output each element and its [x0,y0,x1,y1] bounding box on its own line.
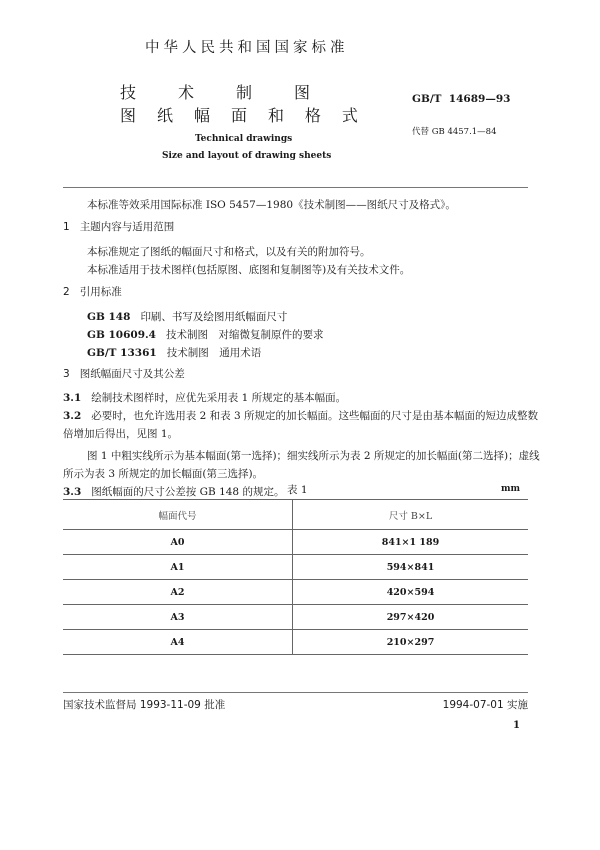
reference-title: 印刷、书写及绘图用纸幅面尺寸 [140,311,288,323]
table-unit: mm [501,484,521,494]
size-dimensions: 297×420 [293,605,529,630]
clause-number: 3.2 [63,410,82,422]
size-dimensions: 210×297 [293,630,529,655]
size-dimensions: 594×841 [293,555,529,580]
title-char: 格 [304,106,321,125]
title-line-1 [120,80,310,103]
table-header-row [63,500,528,530]
section-1-paragraph-2: 本标准适用于技术图样(包括原图、底图和复制图等)及有关技术文件。 [87,264,411,276]
table-row [63,530,528,555]
title-char: 幅 [193,106,210,125]
title-char: 图 [120,106,137,125]
clause-text: 绘制技术图样时，应优先采用表 1 所规定的基本幅面。 [91,392,347,404]
table-row [63,580,528,605]
title-char: 和 [267,106,284,125]
title-char: 术 [177,83,194,102]
figure-note-line-1: 图 1 中粗实线所示为基本幅面(第一选择)；细实线所示为表 2 所规定的加长幅面(第二选择)；虚线 [87,450,540,462]
title-char: 技 [120,83,137,102]
title-char: 图 [293,83,310,102]
column-header-dimensions: 尺寸 B×L [293,500,529,530]
size-dimensions: 841×1 189 [293,530,529,555]
figure-note-line-2: 所示为表 3 所规定的加长幅面(第三选择)。 [63,468,264,480]
size-dimensions: 420×594 [293,580,529,605]
size-code: A2 [63,580,293,605]
english-title-1: Technical drawings [195,134,293,144]
clause-3-2 [63,408,538,423]
reference-code: GB 10609.4 [87,329,156,341]
replaces-note: 代替 GB 4457.1—84 [412,127,497,137]
table-row [63,555,528,580]
english-title-2: Size and layout of drawing sheets [162,151,332,161]
section-1-heading: 1 主题内容与适用范围 [63,221,175,233]
column-header-size-code: 幅面代号 [63,500,293,530]
clause-3-2-continued: 倍增加后得出，见图 1。 [63,428,179,440]
title-char: 式 [341,106,358,125]
table-row [63,605,528,630]
clause-3-3 [63,484,284,499]
section-2-heading: 2 引用标准 [63,286,122,298]
clause-text: 图纸幅面的尺寸公差按 GB 148 的规定。 [91,486,285,498]
effective-date: 1994-07-01 实施 [442,699,528,711]
title-line-2 [120,103,358,126]
section-3-heading: 3 图纸幅面尺寸及其公差 [63,368,185,380]
reference-title: 技术制图 通用术语 [166,347,262,359]
clause-number: 3.1 [63,392,82,404]
size-code: A3 [63,605,293,630]
reference-item [87,327,324,342]
table-caption: 表 1 [287,484,308,496]
page-number: 1 [513,720,520,731]
footer-divider [63,692,528,693]
reference-code: GB/T 13361 [87,347,157,359]
clause-text: 必要时，也允许选用表 2 和表 3 所规定的加长幅面。这些幅面的尺寸是由基本幅面的短边成整数 [91,410,539,422]
reference-code: GB 148 [87,311,131,323]
standard-number: GB/T 14689—93 [412,93,511,105]
size-code: A0 [63,530,293,555]
size-code: A4 [63,630,293,655]
reference-title: 技术制图 对缩微复制原件的要求 [166,329,324,341]
title-char: 面 [230,106,247,125]
reference-item [87,309,287,324]
intro-paragraph: 本标准等效采用国际标准 ISO 5457—1980《技术制图——图纸尺寸及格式》。 [87,199,456,211]
reference-item [87,345,261,360]
size-code: A1 [63,555,293,580]
national-standard-heading: 中华人民共和国国家标准 [145,40,349,56]
title-char: 纸 [156,106,173,125]
title-char: 制 [235,83,252,102]
section-1-paragraph-1: 本标准规定了图纸的幅面尺寸和格式，以及有关的附加符号。 [87,246,371,258]
approval-note: 国家技术监督局 1993-11-09 批准 [63,699,226,711]
header-divider [63,187,528,188]
clause-3-1 [63,390,346,405]
paper-size-table [63,499,528,655]
clause-number: 3.3 [63,486,82,498]
table-row [63,630,528,655]
